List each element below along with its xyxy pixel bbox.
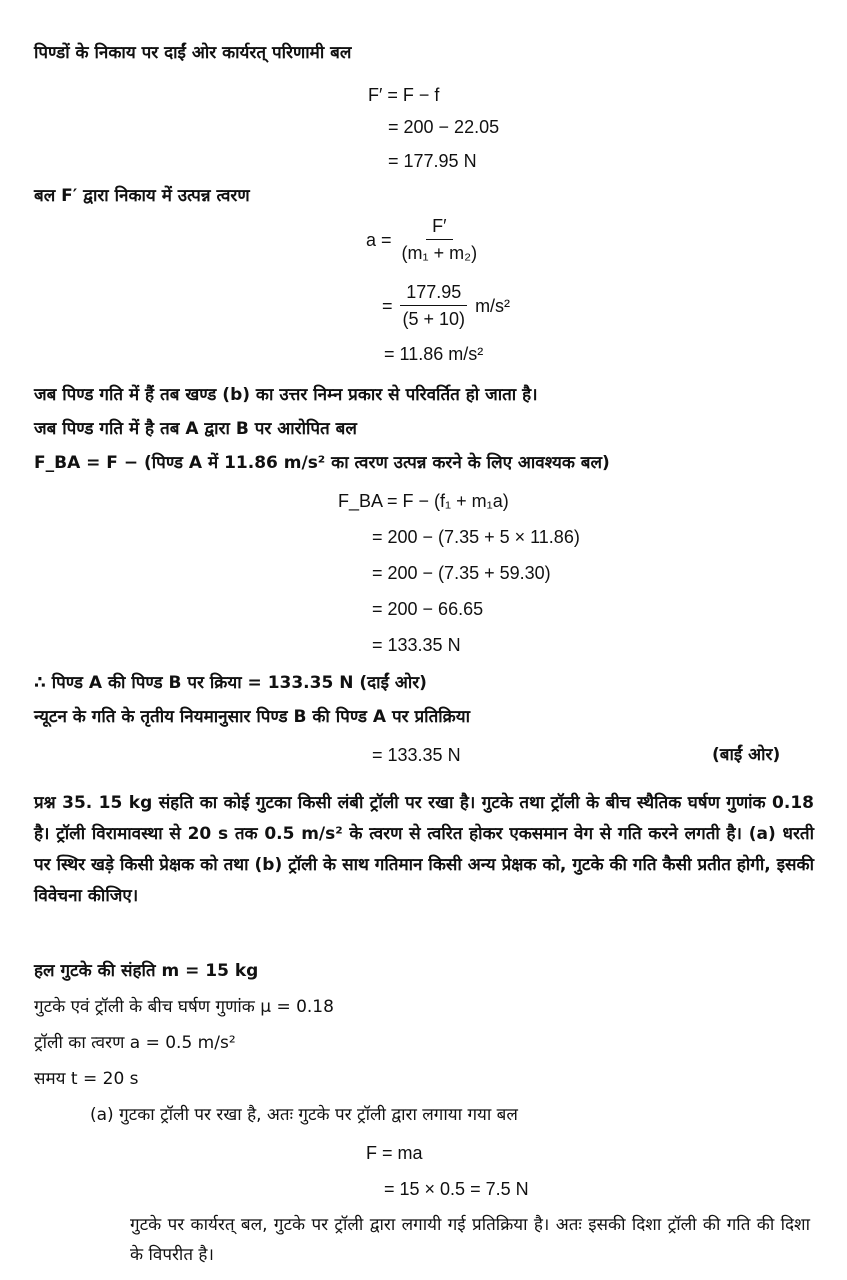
unit-label: m/s² <box>475 295 511 316</box>
eq-acceleration-result: = 11.86 m/s² <box>384 344 484 364</box>
solution-force-direction: गुटके पर कार्यरत् बल, गुटके पर ट्रॉली द्वारा लगायी गई प्रतिक्रिया है। अतः इसकी दिशा ट्रॉली की गति की दिशा के विपरीत है। <box>130 1215 810 1265</box>
line-newton-third-law: न्यूटन के गति के तृतीय नियमानुसार पिण्ड B की पिण्ड A पर प्रतिक्रिया <box>34 707 470 727</box>
eq-acceleration-fraction <box>366 216 487 264</box>
eq-fba-step-3: = 200 − 66.65 <box>372 599 484 619</box>
eq-f-prime: F′ = F − f <box>368 85 440 105</box>
fraction-denominator: (5 + 10) <box>402 309 466 329</box>
line-action-a-on-b: ∴ पिण्ड A की पिण्ड B पर क्रिया = 133.35 N (दाईं ओर) <box>34 673 427 693</box>
line-part-b-changed: जब पिण्ड गति में हैं तब खण्ड (b) का उत्तर निम्न प्रकार से परिवर्तित हो जाता है। <box>34 385 538 405</box>
eq-fba-step-1: = 200 − (7.35 + 5 × 11.86) <box>372 527 580 547</box>
eq-step-1: = 200 − 22.05 <box>388 117 500 137</box>
solution-heading: हल गुटके की संहति m = 15 kg <box>34 961 259 981</box>
eq-force-ma: F = ma <box>366 1143 423 1163</box>
line-force-a-on-b: जब पिण्ड गति में है तब A द्वारा B पर आरोपित बल <box>34 419 357 439</box>
fraction-numerator: 177.95 <box>400 282 467 306</box>
eq-reaction-direction: (बाईं ओर) <box>712 745 781 765</box>
eq-fba-step-2: = 200 − (7.35 + 59.30) <box>372 563 551 583</box>
eq-acceleration-values <box>382 282 510 330</box>
line-fba-definition: F_BA = F − (पिण्ड A में 11.86 m/s² का त्वरण उत्पन्न करने के लिए आवश्यक बल) <box>34 453 610 473</box>
solution-time: समय t = 20 s <box>34 1069 139 1089</box>
eq-reaction-value: = 133.35 N <box>372 745 461 765</box>
solution-part-a: (a) गुटका ट्रॉली पर रखा है, अतः गुटके पर ट्रॉली द्वारा लगाया गया बल <box>90 1105 518 1125</box>
eq-step-2: = 177.95 N <box>388 151 477 171</box>
eq-force-value: = 15 × 0.5 = 7.5 N <box>384 1179 529 1199</box>
fraction-numerator: F′ <box>426 216 452 240</box>
fraction-denominator: (m₁ + m₂) <box>401 243 478 263</box>
solution-friction-coefficient: गुटके एवं ट्रॉली के बीच घर्षण गुणांक μ = 0.18 <box>34 997 334 1017</box>
eq-fba-result: = 133.35 N <box>372 635 461 655</box>
eq-fba: F_BA = F − (f₁ + m₁a) <box>338 491 509 511</box>
solution-acceleration: ट्रॉली का त्वरण a = 0.5 m/s² <box>34 1033 236 1053</box>
line-acceleration-heading: बल F′ द्वारा निकाय में उत्पन्न त्वरण <box>34 186 250 206</box>
question-35: प्रश्न 35. 15 kg संहति का कोई गुटका किसी लंबी ट्रॉली पर रखा है। गुटके तथा ट्रॉली के बीच स्थैतिक घर्षण गुणांक 0.18 है। ट्रॉली विरामावस्था से 20 s तक 0.5 m/s² के त्वरण से त्वरित होकर एकसमान वेग से गति करने लगती है। (a) धरती पर स्थिर खड़े किसी प्रेक्षक को तथा (b) ट्रॉली के साथ गतिमान किसी अन्य प्रेक्षक को, गुटके की गति कैसी प्रतीत होगी, इसकी विवेचना कीजिए। <box>34 793 814 906</box>
eq-equals: = <box>382 295 393 316</box>
eq-a-lhs: a = <box>366 229 392 250</box>
line-resultant-force: पिण्डों के निकाय पर दाईं ओर कार्यरत् परिणामी बल <box>34 43 352 63</box>
